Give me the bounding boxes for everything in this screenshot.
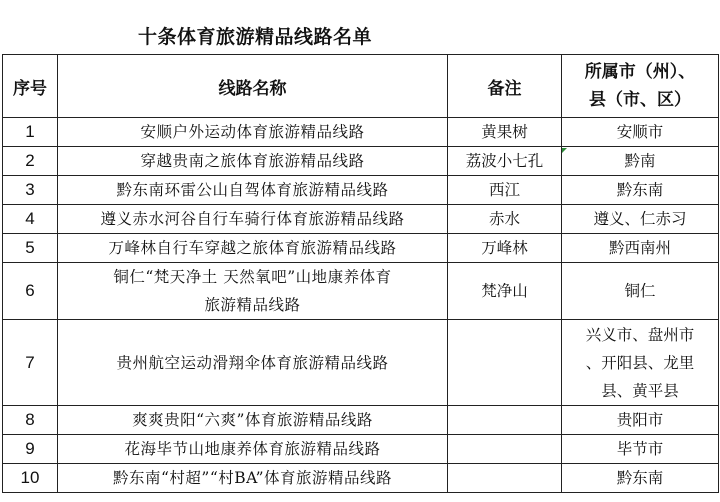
row-num: 9 (3, 435, 58, 464)
header-city-line1: 所属市（州）、 (584, 62, 696, 82)
row-num: 2 (3, 147, 58, 176)
row-route: 黔东南“村超”“村BA”体育旅游精品线路 (58, 464, 448, 493)
row-note (448, 406, 562, 435)
row-city: 铜仁 (562, 263, 719, 320)
table-row (3, 205, 719, 234)
table-row (3, 406, 719, 435)
row-city: 黔西南州 (562, 234, 719, 263)
row-city-line3: 县、黄平县 (601, 381, 679, 400)
row-route: 爽爽贵阳“六爽”体育旅游精品线路 (58, 406, 448, 435)
row-route-line1: 铜仁“梵天净土 天然氧吧”山地康养体育 (113, 268, 392, 286)
row-city-line2: 、开阳县、龙里 (585, 353, 695, 372)
row-num: 5 (3, 234, 58, 263)
header-note: 备注 (448, 55, 562, 118)
row-note (448, 320, 562, 406)
row-route: 黔东南环雷公山自驾体育旅游精品线路 (58, 176, 448, 205)
row-route: 遵义赤水河谷自行车骑行体育旅游精品线路 (58, 205, 448, 234)
row-city-line1: 兴义市、盘州市 (585, 325, 695, 344)
row-city (562, 320, 719, 406)
row-route: 花海毕节山地康养体育旅游精品线路 (58, 435, 448, 464)
table-row (3, 234, 719, 263)
row-route: 穿越贵南之旅体育旅游精品线路 (58, 147, 448, 176)
row-route: 万峰林自行车穿越之旅体育旅游精品线路 (58, 234, 448, 263)
route-table (2, 54, 719, 493)
table-row (3, 147, 719, 176)
row-note: 荔波小七孔 (448, 147, 562, 176)
header-city (562, 55, 719, 118)
row-note (448, 464, 562, 493)
page-title: 十条体育旅游精品线路名单 (138, 26, 373, 48)
row-num: 10 (3, 464, 58, 493)
row-num: 8 (3, 406, 58, 435)
table-row (3, 320, 719, 406)
row-route-line2: 旅游精品线路 (204, 296, 301, 314)
row-num: 4 (3, 205, 58, 234)
row-city: 黔南 (562, 147, 719, 176)
row-route (58, 263, 448, 320)
header-route: 线路名称 (58, 55, 448, 118)
cell-comment-marker (562, 148, 567, 153)
row-num: 1 (3, 118, 58, 147)
header-city-line2: 县（市、区） (589, 90, 691, 110)
row-note: 黄果树 (448, 118, 562, 147)
table-row (3, 263, 719, 320)
row-city: 安顺市 (562, 118, 719, 147)
table-row (3, 464, 719, 493)
row-note (448, 435, 562, 464)
table-row (3, 176, 719, 205)
row-note: 梵净山 (448, 263, 562, 320)
row-route: 贵州航空运动滑翔伞体育旅游精品线路 (58, 320, 448, 406)
table-row (3, 435, 719, 464)
row-city: 黔东南 (562, 176, 719, 205)
row-note: 万峰林 (448, 234, 562, 263)
header-row (3, 55, 719, 118)
row-num: 6 (3, 263, 58, 320)
row-city: 贵阳市 (562, 406, 719, 435)
row-num: 3 (3, 176, 58, 205)
row-city: 黔东南 (562, 464, 719, 493)
header-num: 序号 (3, 55, 58, 118)
row-note: 赤水 (448, 205, 562, 234)
row-note: 西江 (448, 176, 562, 205)
row-route: 安顺户外运动体育旅游精品线路 (58, 118, 448, 147)
row-num: 7 (3, 320, 58, 406)
table-row (3, 118, 719, 147)
row-city: 毕节市 (562, 435, 719, 464)
row-city: 遵义、仁赤习 (562, 205, 719, 234)
